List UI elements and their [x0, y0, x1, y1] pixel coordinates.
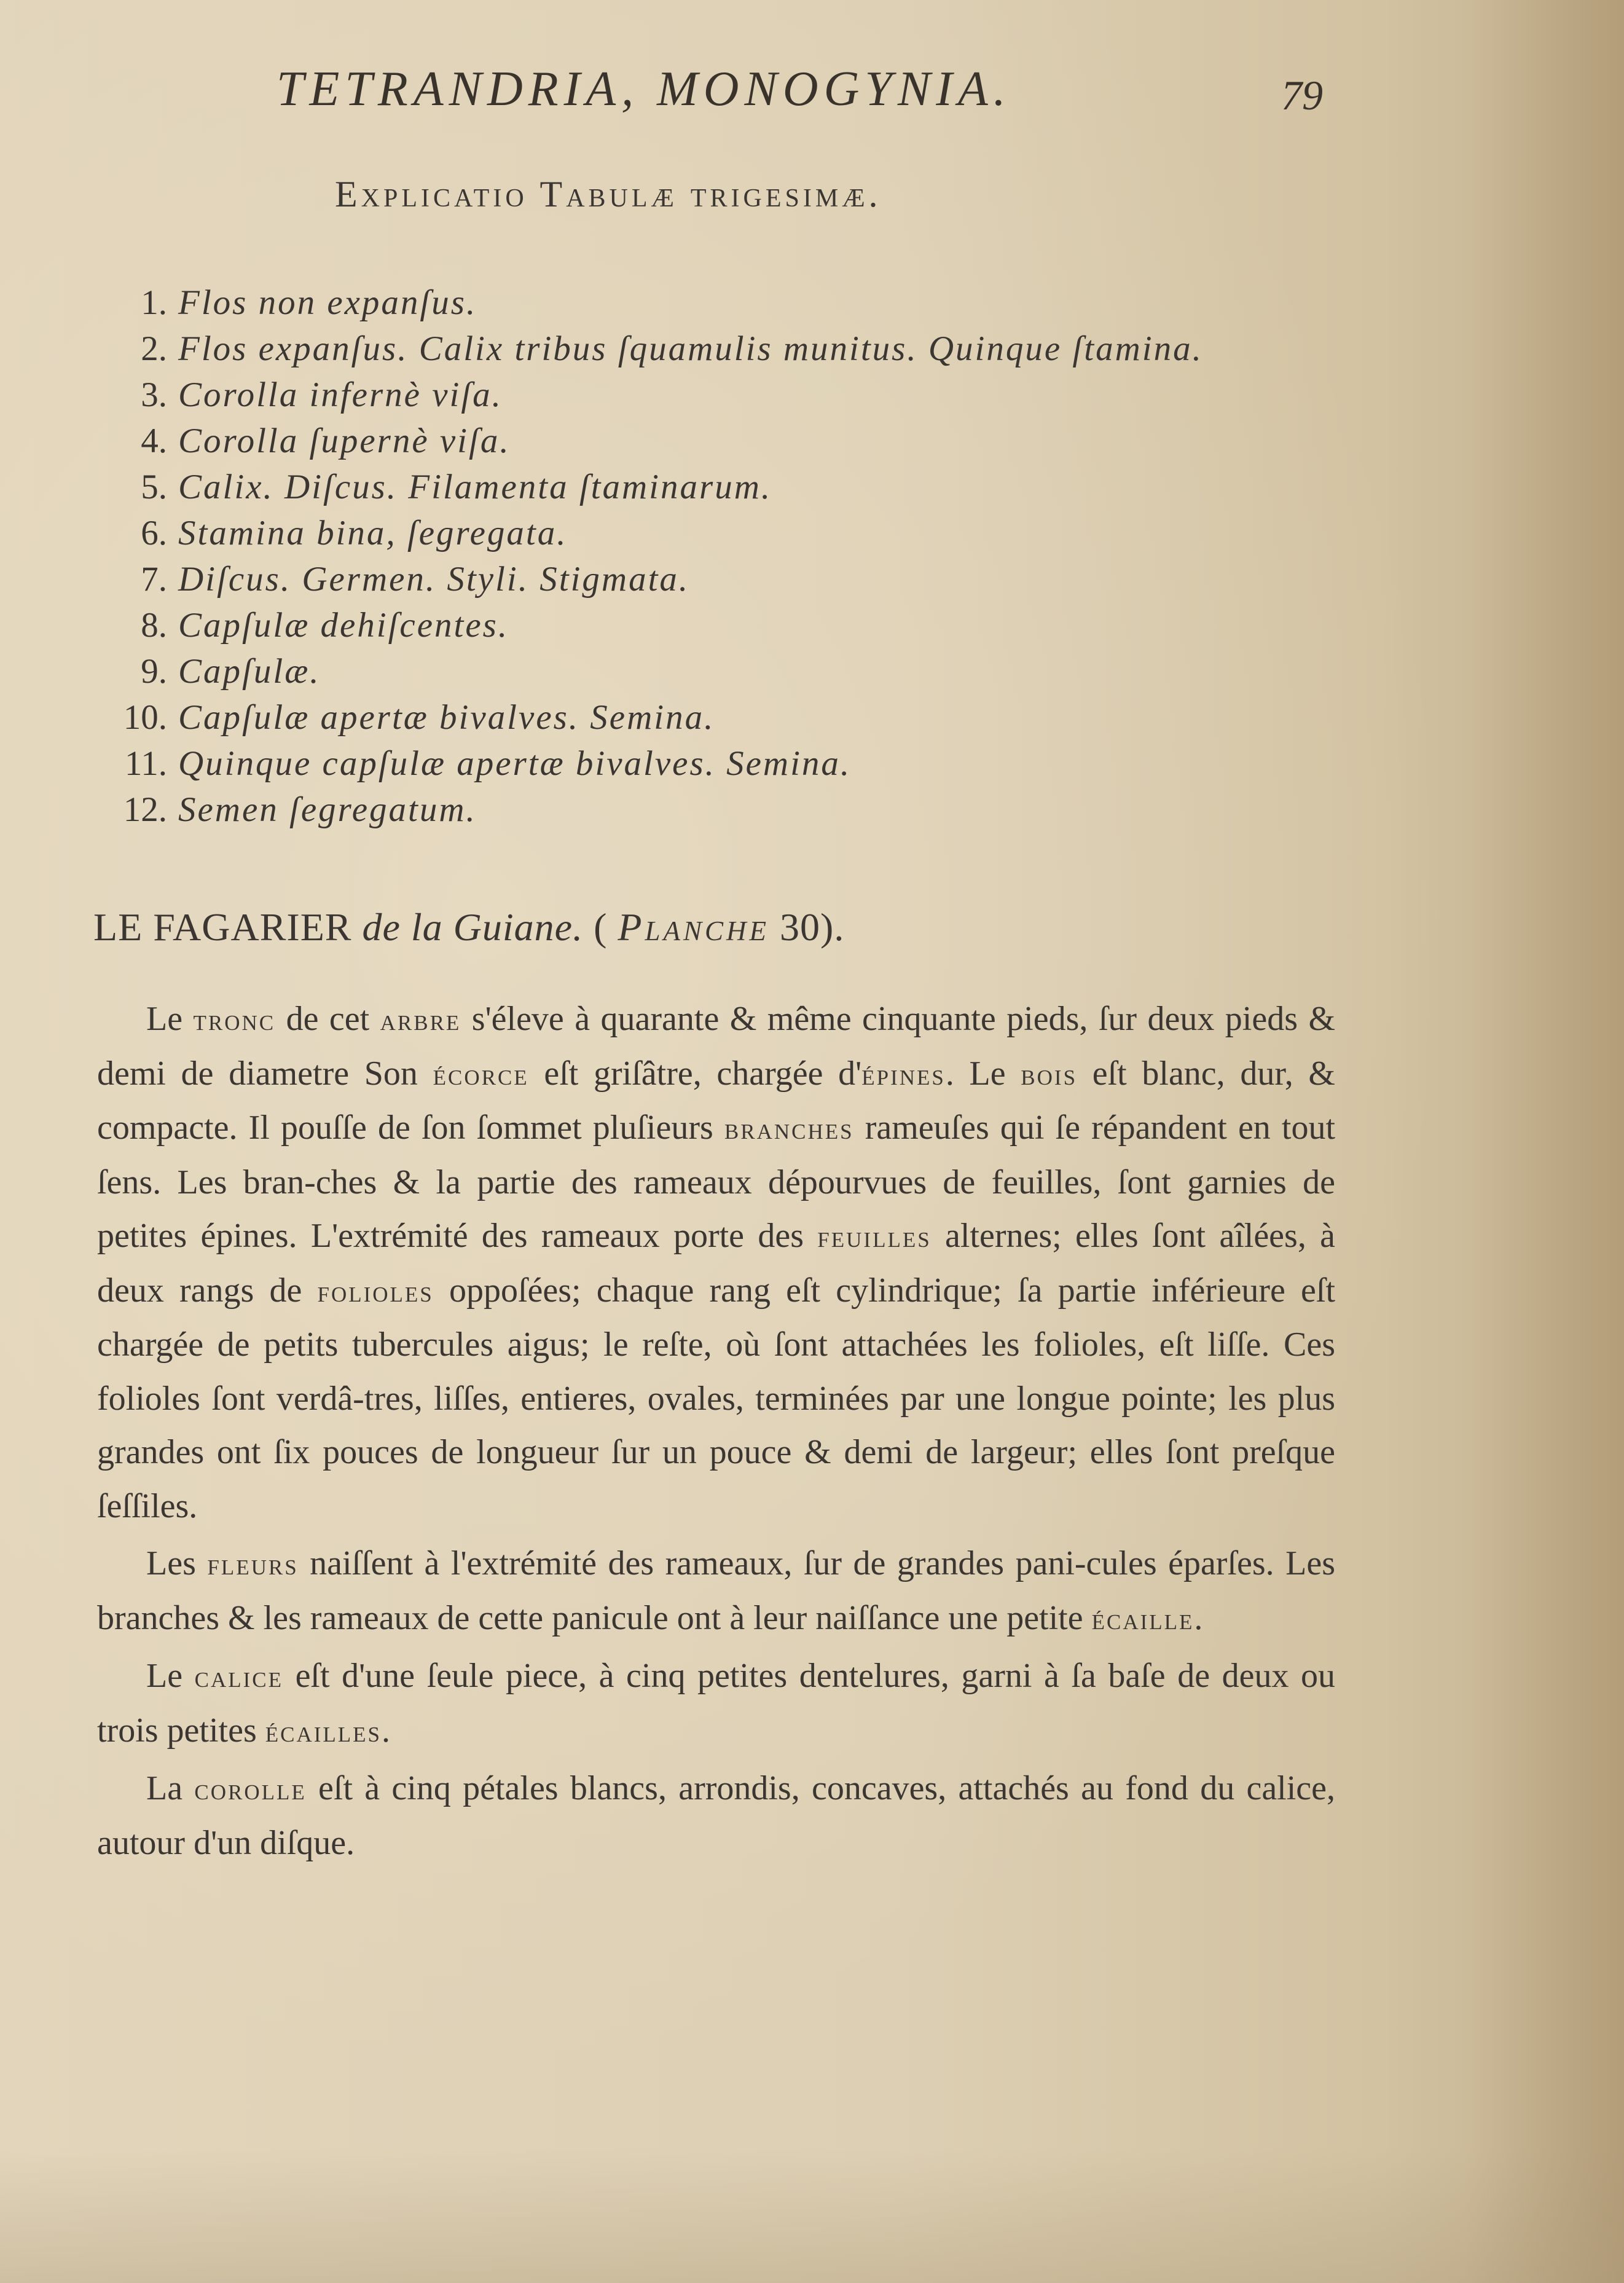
list-item-number: 4. — [141, 422, 167, 460]
list-item-text: Corolla infernè viſa. — [178, 375, 503, 414]
list-item-number: 12. — [123, 790, 167, 829]
page-edge-shadow — [1464, 0, 1624, 2283]
list-item — [92, 741, 1203, 787]
paragraph-trunk — [97, 992, 1335, 1533]
plate-number: 30). — [780, 905, 845, 949]
list-item — [92, 418, 1203, 464]
list-item — [92, 280, 1203, 326]
list-item-number: 5. — [141, 468, 167, 506]
list-item — [92, 787, 1203, 833]
list-item-number: 3. — [141, 375, 167, 414]
list-item — [92, 372, 1203, 418]
species-locality: de la Guiane. — [362, 905, 584, 949]
text-run: eſt blanc, dur, & compacte. Il pouſſe de ſon ſommet pluſieurs — [97, 1054, 1335, 1147]
list-item-text: Quinque capſulæ apertæ bivalves. Semina. — [178, 744, 852, 783]
description-body — [97, 992, 1335, 1874]
text-run: eſt d'une ſeule piece, à cinq petites dentelures, garni à ſa baſe de deux ou trois petites — [97, 1657, 1336, 1750]
species-heading — [93, 905, 844, 950]
text-run: Le — [146, 1000, 194, 1038]
list-item-text: Capſulæ dehiſcentes. — [178, 606, 509, 645]
term-ecailles: écailles — [265, 1713, 382, 1748]
term-folioles: folioles — [317, 1273, 434, 1308]
text-run: s'éleve à quarante & même cinquante pieds, ſur deux pieds & demi de diametre Son — [97, 1000, 1336, 1093]
list-item — [92, 602, 1203, 648]
list-item — [92, 694, 1203, 741]
page-number: 79 — [1281, 72, 1323, 119]
text-run: eſt à cinq pétales blancs, arrondis, concaves, attachés au fond du calice, autour d'un diſque. — [97, 1769, 1336, 1862]
term-epines: épines — [861, 1056, 946, 1091]
list-item-number: 8. — [141, 606, 167, 645]
list-item-text: Stamina bina, ſegregata. — [178, 514, 568, 552]
list-item — [92, 648, 1203, 694]
plate-explanation-title: Explicatio Tabulæ trigesimæ. — [335, 174, 882, 214]
term-corolle: corolle — [194, 1772, 307, 1806]
running-head: TETRANDRIA, MONOGYNIA. — [277, 62, 1011, 116]
text-run: Les — [146, 1544, 208, 1582]
list-item — [92, 556, 1203, 602]
text-run: rameuſes qui ſe répandent en tout ſens. Les bran-ches & la partie des rameaux dépourvues de feuilles, ſont garnies de petites épines. L'extrémité des rameaux porte des — [97, 1109, 1336, 1255]
list-item-text: Calix. Diſcus. Filamenta ſtaminarum. — [178, 468, 772, 506]
term-bois: bois — [1021, 1056, 1078, 1091]
text-run: Le — [146, 1657, 195, 1695]
plate-label: Planche — [618, 905, 769, 949]
list-item-text: Flos non expanſus. — [178, 283, 477, 322]
term-fleurs: fleurs — [207, 1547, 299, 1581]
text-run: . Le — [945, 1054, 1021, 1093]
list-item-text: Diſcus. Germen. Styli. Stigmata. — [178, 560, 690, 599]
list-item-number: 9. — [141, 652, 167, 691]
list-item-text: Corolla ſupernè viſa. — [178, 422, 511, 460]
term-calice: calice — [194, 1659, 284, 1694]
plate-explanation-list — [92, 280, 1203, 833]
list-item-number: 10. — [123, 698, 167, 737]
list-item-number: 7. — [141, 560, 167, 599]
text-run: de cet — [275, 1000, 380, 1038]
paragraph-corolla — [97, 1762, 1335, 1870]
list-item — [92, 326, 1203, 372]
list-item-text: Semen ſegregatum. — [178, 790, 477, 829]
term-ecorce: écorce — [433, 1056, 529, 1091]
list-item-text: Flos expanſus. Calix tribus ſquamulis munitus. Quinque ſtamina. — [178, 329, 1203, 368]
page-bottom-shadow — [0, 2148, 1624, 2283]
list-item-number: 6. — [141, 514, 167, 552]
text-run: alternes; elles ſont aîlées, à deux rangs de — [97, 1217, 1335, 1310]
text-run: eſt griſâtre, chargée d' — [528, 1054, 862, 1093]
text-run: La — [146, 1769, 195, 1807]
list-item — [92, 510, 1203, 556]
list-item-number: 1. — [141, 283, 167, 322]
list-item-number: 2. — [141, 329, 167, 368]
term-feuilles: feuilles — [817, 1219, 932, 1254]
list-item-text: Capſulæ apertæ bivalves. Semina. — [178, 698, 715, 737]
list-item — [92, 464, 1203, 510]
paragraph-flowers — [97, 1537, 1335, 1646]
term-tronc: tronc — [193, 1002, 276, 1037]
species-name: LE FAGARIER — [93, 905, 352, 949]
term-arbre: arbre — [380, 1002, 461, 1037]
text-run: oppoſées; chaque rang eſt cylindrique; ſa partie inférieure eſt chargée de petits tubercules aigus; le reſte, où ſont attachées les folioles, eſt liſſe. Ces folioles ſont verdâ-tres, liſſes, entieres, ovales, terminées par une longue pointe; les plus grandes ont ſix pouces de longueur ſur un pouce & demi de largeur; elles ſont preſque ſeſſiles. — [97, 1271, 1335, 1525]
term-branches: branches — [724, 1111, 854, 1145]
list-item-text: Capſulæ. — [178, 652, 321, 691]
plate-open-paren: ( — [594, 905, 608, 949]
text-run: naiſſent à l'extrémité des rameaux, ſur de grandes pani-cules éparſes. Les branches & les rameaux de cette panicule ont à leur naiſſance une petite — [97, 1544, 1335, 1637]
text-run: . — [1194, 1598, 1203, 1637]
term-ecaille: écaille — [1091, 1601, 1194, 1636]
list-item-number: 11. — [124, 744, 167, 783]
text-run: . — [382, 1711, 391, 1750]
paragraph-calyx — [97, 1649, 1335, 1758]
